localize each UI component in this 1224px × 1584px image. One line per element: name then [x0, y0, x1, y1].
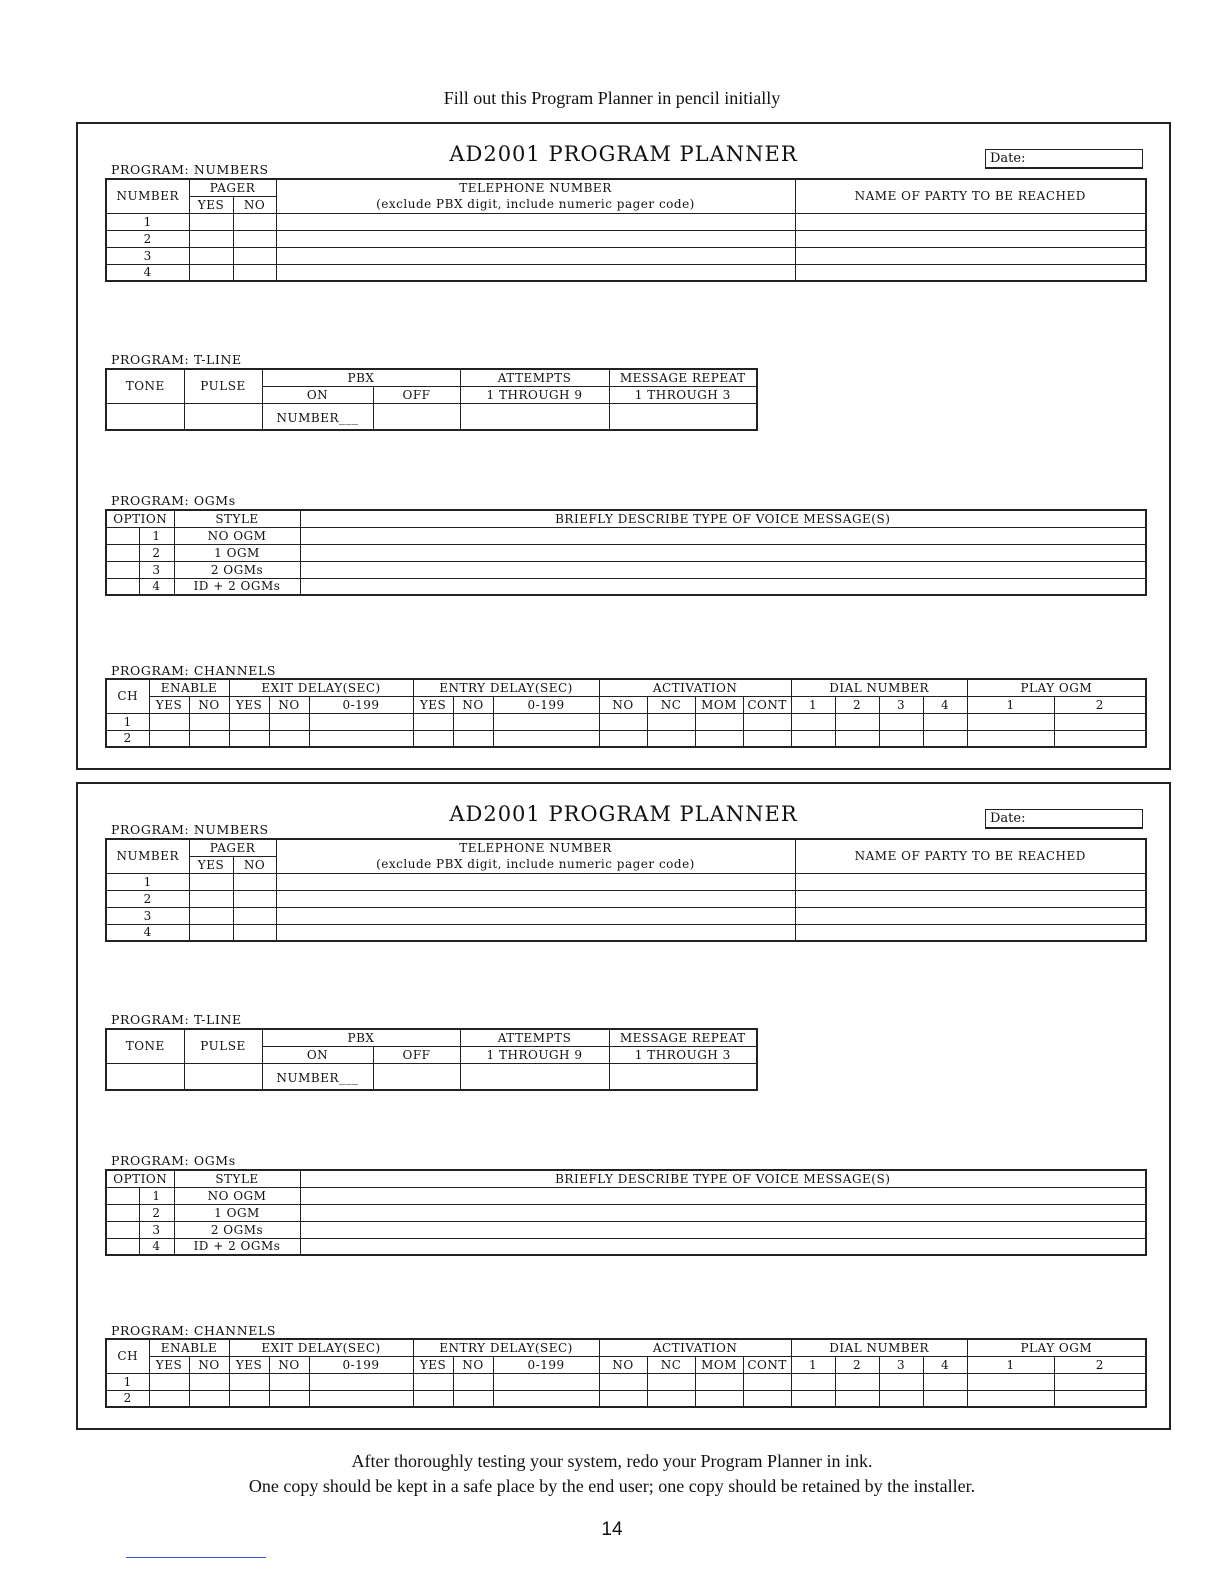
- ogm-style: ID + 2 OGMs: [174, 578, 300, 595]
- numbers-col-pager: PAGER: [189, 179, 276, 196]
- cell[interactable]: [1054, 1390, 1146, 1407]
- page-number: 14: [601, 1519, 623, 1540]
- cell[interactable]: [149, 1373, 189, 1390]
- cell[interactable]: [835, 1373, 879, 1390]
- numbers-section-label: PROGRAM: NUMBERS: [111, 162, 269, 177]
- numbers-col-yes: YES: [189, 196, 233, 213]
- cell[interactable]: [1054, 730, 1146, 747]
- table-row: [106, 1204, 1146, 1221]
- entry-range: 0-199: [493, 696, 599, 713]
- channel-number: 1: [106, 1373, 149, 1390]
- cell-pager-yes[interactable]: [189, 264, 233, 281]
- channels-col-dial: DIAL NUMBER: [791, 679, 967, 696]
- activation-cont: CONT: [743, 1356, 791, 1373]
- cell[interactable]: [229, 1390, 269, 1407]
- channels-col-play: PLAY OGM: [967, 1339, 1146, 1356]
- channels-section-label: PROGRAM: CHANNELS: [111, 1323, 277, 1338]
- cell[interactable]: [923, 1390, 967, 1407]
- dial-1: 1: [791, 1356, 835, 1373]
- table-row: [106, 561, 1146, 578]
- tline-col-attempts-range: 1 THROUGH 9: [460, 386, 609, 403]
- date-field[interactable]: [985, 809, 1143, 829]
- numbers-col-no: NO: [233, 856, 276, 873]
- cell-pager-yes[interactable]: [189, 213, 233, 230]
- enable-no: NO: [189, 696, 229, 713]
- numbers-col-number: NUMBER: [106, 839, 189, 873]
- channels-col-enable: ENABLE: [149, 679, 229, 696]
- table-row: [106, 264, 1146, 281]
- cell-describe[interactable]: [300, 1187, 1146, 1204]
- cell-pager-yes[interactable]: [189, 873, 233, 890]
- header-instruction: Fill out this Program Planner in pencil initially: [443, 88, 781, 108]
- cell-pulse[interactable]: [184, 403, 262, 430]
- dial-4: 4: [923, 696, 967, 713]
- channel-number: 2: [106, 1390, 149, 1407]
- ogm-option: 3: [139, 1221, 174, 1238]
- cell[interactable]: [269, 730, 309, 747]
- tline-col-pulse: PULSE: [184, 1029, 262, 1063]
- cell-option-check[interactable]: [106, 527, 139, 544]
- ogms-col-style: STYLE: [174, 510, 300, 527]
- entry-no: NO: [453, 1356, 493, 1373]
- ogms-col-style: STYLE: [174, 1170, 300, 1187]
- cell[interactable]: [967, 1390, 1054, 1407]
- cell[interactable]: [599, 730, 647, 747]
- footer-line-2: One copy should be kept in a safe place by the end user; one copy should be retained by the installer.: [248, 1476, 976, 1496]
- row-number: 2: [106, 230, 189, 247]
- table-row: [106, 907, 1146, 924]
- ogm-option: 1: [139, 1187, 174, 1204]
- cell[interactable]: [309, 1373, 413, 1390]
- cell-pager-no[interactable]: [233, 873, 276, 890]
- table-row: [106, 1063, 757, 1090]
- cell[interactable]: [695, 1373, 743, 1390]
- channels-table: [105, 1338, 1147, 1408]
- ogms-section-label: PROGRAM: OGMs: [111, 493, 236, 508]
- ogms-col-describe: BRIEFLY DESCRIBE TYPE OF VOICE MESSAGE(S): [300, 1170, 1146, 1187]
- numbers-col-yes: YES: [189, 856, 233, 873]
- cell[interactable]: [647, 1390, 695, 1407]
- cell-option-check[interactable]: [106, 1187, 139, 1204]
- cell-phone[interactable]: [276, 230, 795, 247]
- footer-instruction: [0, 1449, 1224, 1499]
- ogms-section-label: PROGRAM: OGMs: [111, 1153, 236, 1168]
- cell[interactable]: [413, 730, 453, 747]
- tline-table: [105, 368, 758, 431]
- cell-option-check[interactable]: [106, 578, 139, 595]
- tline-col-tone: TONE: [106, 1029, 184, 1063]
- table-row: [106, 924, 1146, 941]
- cell[interactable]: [967, 713, 1054, 730]
- cell[interactable]: [229, 713, 269, 730]
- cell-phone[interactable]: [276, 890, 795, 907]
- cell[interactable]: [229, 730, 269, 747]
- dial-3: 3: [879, 696, 923, 713]
- ogm-option: 1: [139, 527, 174, 544]
- cell[interactable]: [269, 713, 309, 730]
- tline-col-pbx: PBX: [262, 369, 460, 386]
- tline-table: [105, 1028, 758, 1091]
- dial-2: 2: [835, 1356, 879, 1373]
- entry-yes: YES: [413, 1356, 453, 1373]
- cell[interactable]: [453, 1390, 493, 1407]
- channels-col-activation: ACTIVATION: [599, 679, 791, 696]
- cell-pbx-off[interactable]: [373, 403, 460, 430]
- numbers-col-number: NUMBER: [106, 179, 189, 213]
- play-1: 1: [967, 1356, 1054, 1373]
- cell-option-check[interactable]: [106, 1204, 139, 1221]
- cell[interactable]: [835, 1390, 879, 1407]
- activation-mom: MOM: [695, 1356, 743, 1373]
- row-number: 4: [106, 264, 189, 281]
- ogm-style: NO OGM: [174, 1187, 300, 1204]
- cell[interactable]: [743, 1373, 791, 1390]
- cell-repeat[interactable]: [609, 403, 757, 430]
- cell[interactable]: [269, 1390, 309, 1407]
- cell[interactable]: [879, 1390, 923, 1407]
- activation-nc: NC: [647, 696, 695, 713]
- planner-title: AD2001 PROGRAM PLANNER: [449, 802, 798, 826]
- table-row: [106, 1373, 1146, 1390]
- cell-party-name[interactable]: [795, 890, 1146, 907]
- tline-col-pbx: PBX: [262, 1029, 460, 1046]
- cell[interactable]: [967, 730, 1054, 747]
- cell[interactable]: [1054, 1373, 1146, 1390]
- cell-phone[interactable]: [276, 264, 795, 281]
- cell[interactable]: [967, 1373, 1054, 1390]
- program-planner-form-1: [76, 122, 1171, 770]
- cell-party-name[interactable]: [795, 264, 1146, 281]
- table-row: [106, 544, 1146, 561]
- row-number: 4: [106, 924, 189, 941]
- cell-attempts[interactable]: [460, 403, 609, 430]
- channels-section-label: PROGRAM: CHANNELS: [111, 663, 277, 678]
- ogms-col-describe: BRIEFLY DESCRIBE TYPE OF VOICE MESSAGE(S): [300, 510, 1146, 527]
- activation-nc: NC: [647, 1356, 695, 1373]
- cell-option-check[interactable]: [106, 561, 139, 578]
- cell[interactable]: [879, 1373, 923, 1390]
- exit-yes: YES: [229, 1356, 269, 1373]
- cell-party-name[interactable]: [795, 213, 1146, 230]
- table-row: [106, 578, 1146, 595]
- cell[interactable]: [149, 730, 189, 747]
- cell[interactable]: [835, 730, 879, 747]
- dial-4: 4: [923, 1356, 967, 1373]
- cell[interactable]: [647, 713, 695, 730]
- row-number: 3: [106, 907, 189, 924]
- program-planner-form-2: [76, 782, 1171, 1430]
- cell[interactable]: [599, 713, 647, 730]
- ogms-col-option: OPTION: [106, 510, 174, 527]
- cell-party-name[interactable]: [795, 907, 1146, 924]
- activation-no: NO: [599, 1356, 647, 1373]
- ogm-style: 1 OGM: [174, 1204, 300, 1221]
- cell[interactable]: [599, 1373, 647, 1390]
- cell-tone[interactable]: [106, 1063, 184, 1090]
- cell-describe[interactable]: [300, 1221, 1146, 1238]
- cell[interactable]: [743, 730, 791, 747]
- cell[interactable]: [189, 1373, 229, 1390]
- table-row: [106, 247, 1146, 264]
- numbers-col-phone: TELEPHONE NUMBER (exclude PBX digit, include numeric pager code): [276, 839, 795, 873]
- cell-pager-no[interactable]: [233, 890, 276, 907]
- channels-col-entry: ENTRY DELAY(SEC): [413, 1339, 599, 1356]
- ogm-style: 2 OGMs: [174, 561, 300, 578]
- cell-pbx-off[interactable]: [373, 1063, 460, 1090]
- cell[interactable]: [791, 713, 835, 730]
- dial-3: 3: [879, 1356, 923, 1373]
- channel-number: 2: [106, 730, 149, 747]
- cell[interactable]: [791, 730, 835, 747]
- cell-phone[interactable]: [276, 213, 795, 230]
- ogm-style: ID + 2 OGMs: [174, 1238, 300, 1255]
- enable-yes: YES: [149, 1356, 189, 1373]
- tline-col-attempts-range: 1 THROUGH 9: [460, 1046, 609, 1063]
- table-row: [106, 713, 1146, 730]
- ogms-table: [105, 509, 1147, 596]
- numbers-table: [105, 178, 1147, 282]
- row-number: 1: [106, 873, 189, 890]
- cell[interactable]: [453, 713, 493, 730]
- ogm-option: 3: [139, 561, 174, 578]
- numbers-col-name: NAME OF PARTY TO BE REACHED: [795, 179, 1146, 213]
- enable-yes: YES: [149, 696, 189, 713]
- cell-pbx-number[interactable]: NUMBER___: [262, 1063, 373, 1090]
- cell[interactable]: [229, 1373, 269, 1390]
- cell-describe[interactable]: [300, 561, 1146, 578]
- play-1: 1: [967, 696, 1054, 713]
- cell[interactable]: [695, 713, 743, 730]
- channels-col-dial: DIAL NUMBER: [791, 1339, 967, 1356]
- channels-col-play: PLAY OGM: [967, 679, 1146, 696]
- entry-no: NO: [453, 696, 493, 713]
- ogms-table: [105, 1169, 1147, 1256]
- cell[interactable]: [923, 730, 967, 747]
- cell-repeat[interactable]: [609, 1063, 757, 1090]
- cell-tone[interactable]: [106, 403, 184, 430]
- cell[interactable]: [269, 1373, 309, 1390]
- cell-describe[interactable]: [300, 527, 1146, 544]
- table-row: [106, 890, 1146, 907]
- table-row: [106, 1238, 1146, 1255]
- cell[interactable]: [493, 730, 599, 747]
- cell-phone[interactable]: [276, 247, 795, 264]
- exit-range: 0-199: [309, 696, 413, 713]
- cell[interactable]: [791, 1373, 835, 1390]
- channels-col-ch: CH: [106, 679, 149, 713]
- tline-col-repeat: MESSAGE REPEAT: [609, 1029, 757, 1046]
- ogm-style: NO OGM: [174, 527, 300, 544]
- tline-col-on: ON: [262, 1046, 373, 1063]
- cell-pager-no[interactable]: [233, 264, 276, 281]
- activation-mom: MOM: [695, 696, 743, 713]
- cell[interactable]: [791, 1390, 835, 1407]
- cell-party-name[interactable]: [795, 873, 1146, 890]
- channels-col-activation: ACTIVATION: [599, 1339, 791, 1356]
- cell[interactable]: [923, 713, 967, 730]
- activation-cont: CONT: [743, 696, 791, 713]
- date-label: Date:: [990, 811, 1026, 826]
- exit-no: NO: [269, 1356, 309, 1373]
- ogm-option: 4: [139, 578, 174, 595]
- activation-no: NO: [599, 696, 647, 713]
- cell-phone[interactable]: [276, 907, 795, 924]
- table-row: [106, 873, 1146, 890]
- cell[interactable]: [695, 1390, 743, 1407]
- tline-col-attempts: ATTEMPTS: [460, 1029, 609, 1046]
- cell[interactable]: [695, 730, 743, 747]
- numbers-table: [105, 838, 1147, 942]
- date-field[interactable]: [985, 149, 1143, 169]
- cell[interactable]: [493, 713, 599, 730]
- cell-describe[interactable]: [300, 544, 1146, 561]
- tline-col-off: OFF: [373, 386, 460, 403]
- channels-col-enable: ENABLE: [149, 1339, 229, 1356]
- cell[interactable]: [453, 1373, 493, 1390]
- channel-number: 1: [106, 713, 149, 730]
- cell[interactable]: [413, 1373, 453, 1390]
- cell[interactable]: [1054, 713, 1146, 730]
- table-row: [106, 213, 1146, 230]
- exit-no: NO: [269, 696, 309, 713]
- cell-option-check[interactable]: [106, 1221, 139, 1238]
- cell-attempts[interactable]: [460, 1063, 609, 1090]
- ogm-option: 2: [139, 544, 174, 561]
- cell[interactable]: [149, 1390, 189, 1407]
- tline-col-repeat: MESSAGE REPEAT: [609, 369, 757, 386]
- cell[interactable]: [189, 1390, 229, 1407]
- dial-2: 2: [835, 696, 879, 713]
- table-row: [106, 1221, 1146, 1238]
- tline-col-repeat-range: 1 THROUGH 3: [609, 1046, 757, 1063]
- tline-col-pulse: PULSE: [184, 369, 262, 403]
- footer-line-1: After thoroughly testing your system, redo your Program Planner in ink.: [351, 1451, 873, 1471]
- tline-col-on: ON: [262, 386, 373, 403]
- cell[interactable]: [413, 713, 453, 730]
- ogm-option: 4: [139, 1238, 174, 1255]
- channels-col-ch: CH: [106, 1339, 149, 1373]
- cell-party-name[interactable]: [795, 247, 1146, 264]
- cell[interactable]: [493, 1373, 599, 1390]
- cell-option-check[interactable]: [106, 544, 139, 561]
- cell-pager-yes[interactable]: [189, 907, 233, 924]
- cell-pager-no[interactable]: [233, 924, 276, 941]
- enable-no: NO: [189, 1356, 229, 1373]
- tline-col-tone: TONE: [106, 369, 184, 403]
- cell[interactable]: [149, 713, 189, 730]
- numbers-col-name: NAME OF PARTY TO BE REACHED: [795, 839, 1146, 873]
- cell-pager-yes[interactable]: [189, 890, 233, 907]
- date-label: Date:: [990, 151, 1026, 166]
- row-number: 2: [106, 890, 189, 907]
- cell[interactable]: [493, 1390, 599, 1407]
- table-row: [106, 230, 1146, 247]
- table-row: [106, 1390, 1146, 1407]
- cell[interactable]: [309, 713, 413, 730]
- cell[interactable]: [189, 730, 229, 747]
- cell[interactable]: [835, 713, 879, 730]
- table-row: [106, 1187, 1146, 1204]
- play-2: 2: [1054, 1356, 1146, 1373]
- cell[interactable]: [309, 730, 413, 747]
- link-underline: [126, 1557, 266, 1558]
- tline-col-repeat-range: 1 THROUGH 3: [609, 386, 757, 403]
- table-row: [106, 730, 1146, 747]
- ogms-col-option: OPTION: [106, 1170, 174, 1187]
- cell[interactable]: [879, 730, 923, 747]
- cell[interactable]: [309, 1390, 413, 1407]
- cell-option-check[interactable]: [106, 1238, 139, 1255]
- ogm-option: 2: [139, 1204, 174, 1221]
- cell-pager-no[interactable]: [233, 907, 276, 924]
- exit-yes: YES: [229, 696, 269, 713]
- tline-col-attempts: ATTEMPTS: [460, 369, 609, 386]
- ogm-style: 2 OGMs: [174, 1221, 300, 1238]
- cell-describe[interactable]: [300, 1238, 1146, 1255]
- channels-col-entry: ENTRY DELAY(SEC): [413, 679, 599, 696]
- tline-section-label: PROGRAM: T-LINE: [111, 352, 242, 367]
- table-row: [106, 527, 1146, 544]
- table-row: [106, 403, 757, 430]
- channels-col-exit: EXIT DELAY(SEC): [229, 1339, 413, 1356]
- entry-range: 0-199: [493, 1356, 599, 1373]
- numbers-col-pager: PAGER: [189, 839, 276, 856]
- cell[interactable]: [647, 1373, 695, 1390]
- dial-1: 1: [791, 696, 835, 713]
- cell[interactable]: [647, 730, 695, 747]
- channels-table: [105, 678, 1147, 748]
- cell-phone[interactable]: [276, 873, 795, 890]
- cell-party-name[interactable]: [795, 924, 1146, 941]
- cell[interactable]: [189, 713, 229, 730]
- play-2: 2: [1054, 696, 1146, 713]
- tline-section-label: PROGRAM: T-LINE: [111, 1012, 242, 1027]
- tline-col-off: OFF: [373, 1046, 460, 1063]
- entry-yes: YES: [413, 696, 453, 713]
- cell-describe[interactable]: [300, 578, 1146, 595]
- cell-pulse[interactable]: [184, 1063, 262, 1090]
- cell-party-name[interactable]: [795, 230, 1146, 247]
- cell[interactable]: [879, 713, 923, 730]
- cell-phone[interactable]: [276, 924, 795, 941]
- cell-describe[interactable]: [300, 1204, 1146, 1221]
- cell[interactable]: [743, 1390, 791, 1407]
- cell[interactable]: [413, 1390, 453, 1407]
- cell-pager-no[interactable]: [233, 230, 276, 247]
- cell-pager-yes[interactable]: [189, 924, 233, 941]
- cell-pager-yes[interactable]: [189, 247, 233, 264]
- exit-range: 0-199: [309, 1356, 413, 1373]
- ogm-style: 1 OGM: [174, 544, 300, 561]
- numbers-col-no: NO: [233, 196, 276, 213]
- channels-col-exit: EXIT DELAY(SEC): [229, 679, 413, 696]
- cell[interactable]: [923, 1373, 967, 1390]
- planner-title: AD2001 PROGRAM PLANNER: [449, 142, 798, 166]
- cell[interactable]: [453, 730, 493, 747]
- cell-pbx-number[interactable]: NUMBER___: [262, 403, 373, 430]
- row-number: 3: [106, 247, 189, 264]
- numbers-col-phone: TELEPHONE NUMBER (exclude PBX digit, include numeric pager code): [276, 179, 795, 213]
- row-number: 1: [106, 213, 189, 230]
- numbers-section-label: PROGRAM: NUMBERS: [111, 822, 269, 837]
- cell-pager-no[interactable]: [233, 213, 276, 230]
- cell-pager-yes[interactable]: [189, 230, 233, 247]
- cell[interactable]: [599, 1390, 647, 1407]
- cell[interactable]: [743, 713, 791, 730]
- cell-pager-no[interactable]: [233, 247, 276, 264]
